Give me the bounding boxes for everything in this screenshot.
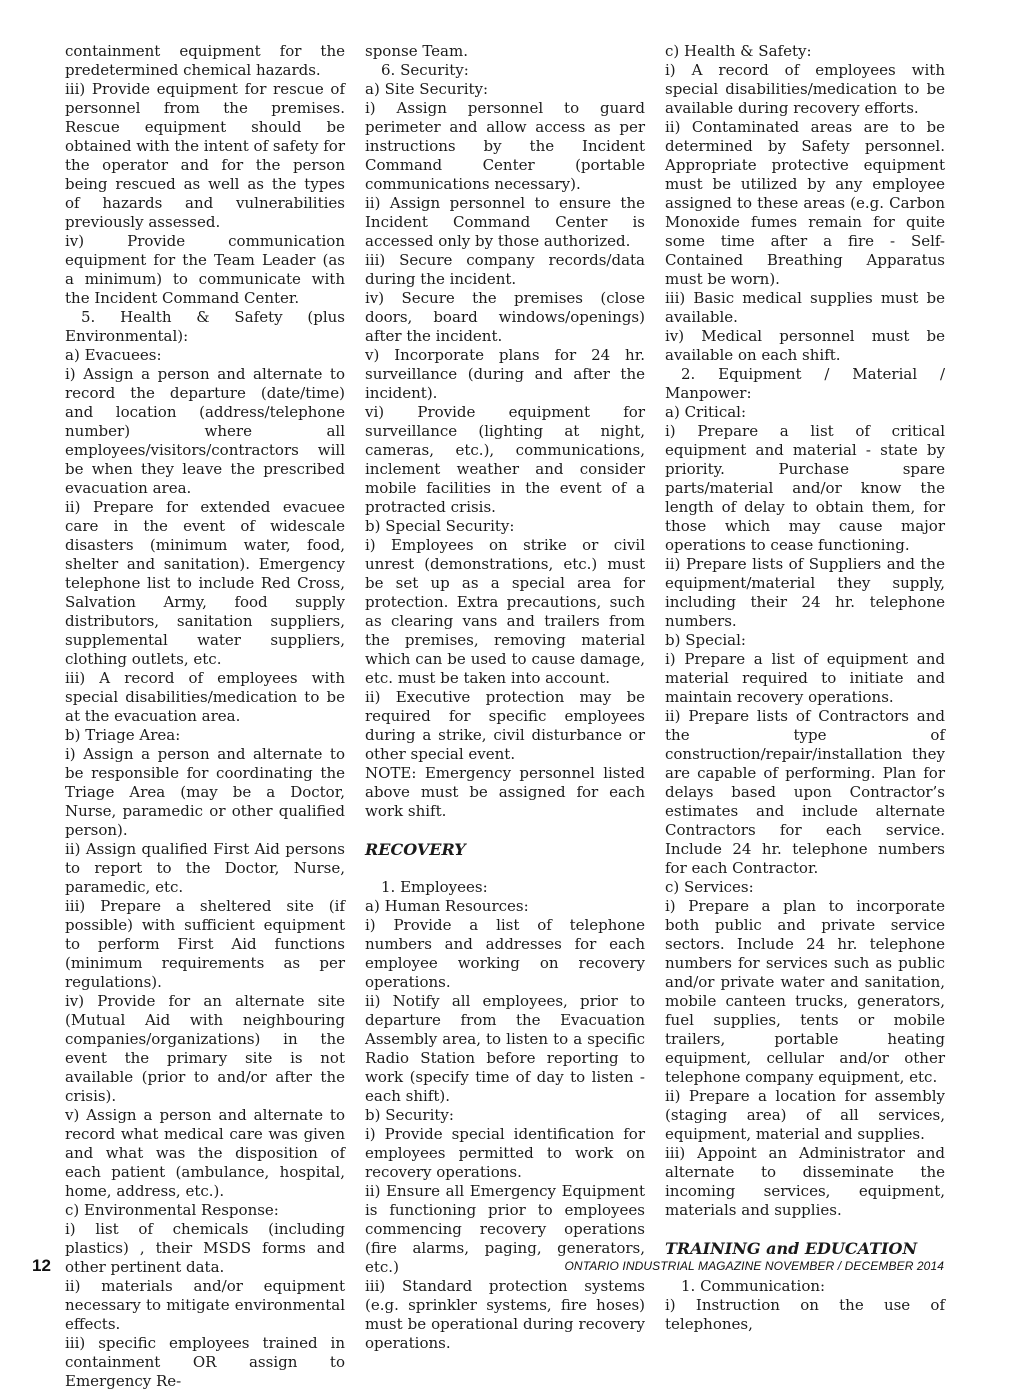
paragraph: v) Incorporate plans for 24 hr. surveillance (during and after the incident). [365, 346, 645, 402]
page-number: 12 [32, 1256, 51, 1275]
paragraph: iii) A record of employees with special disabilities/medication to be at the evacuation area. [65, 669, 345, 725]
section-heading: TRAINING and EDUCATION [665, 1239, 918, 1258]
paragraph: 1. Employees: [381, 878, 488, 896]
paragraph: iv) Medical personnel must be available on each shift. [665, 327, 945, 364]
paragraph: a) Evacuees: [65, 346, 162, 364]
paragraph: 5. Health & Safety (plus Environmental): [65, 308, 345, 345]
paragraph: vi) Provide equipment for surveillance (lighting at night, cameras, etc.), communications, inclement weather and consider mobile facilities in the event of a protracted crisis. [365, 403, 645, 516]
paragraph: i) Instruction on the use of telephones, [665, 1296, 945, 1333]
paragraph: ii) Prepare for extended evacuee care in the event of widescale disasters (minimum water, food, shelter and sanitation). Emergency telephone list to include Red Cross, Salvation Army, food supply distributors, sanitation suppliers, supplemental water suppliers, clothing outlets, etc. [65, 498, 345, 668]
paragraph: i) Prepare a list of equipment and material required to initiate and maintain recovery operations. [665, 650, 945, 706]
paragraph: i) Employees on strike or civil unrest (demonstrations, etc.) must be set up as a special area for protection. Extra precautions, such as clearing vans and trailers from the premises, removing material which can be used to cause damage, etc. must be taken into account. [365, 536, 645, 687]
paragraph: i) Provide special identification for employees permitted to work on recovery operations. [365, 1125, 645, 1181]
paragraph: b) Triage Area: [65, 726, 181, 744]
paragraph: iii) Basic medical supplies must be available. [665, 289, 945, 326]
paragraph: ii) Assign qualified First Aid persons to report to the Doctor, Nurse, paramedic, etc. [65, 840, 345, 896]
column-middle [365, 42, 645, 1353]
paragraph: c) Health & Safety: [665, 42, 812, 60]
column-right [665, 42, 945, 1334]
paragraph: iii) Appoint an Administrator and alternate to disseminate the incoming services, equipment, materials and supplies. [665, 1144, 945, 1219]
paragraph: ii) Notify all employees, prior to departure from the Evacuation Assembly area, to listen to a specific Radio Station before reporting to work (specify time of day to listen - each shift). [365, 992, 645, 1105]
paragraph: a) Site Security: [365, 80, 489, 98]
paragraph: NOTE: Emergency personnel listed above must be assigned for each work shift. [365, 764, 645, 820]
section-heading: RECOVERY [365, 840, 466, 859]
paragraph: ii) Prepare a location for assembly (staging area) of all services, equipment, material and supplies. [665, 1087, 945, 1143]
paragraph: iii) specific employees trained in containment OR assign to Emergency Re- [65, 1334, 345, 1390]
paragraph: 2. Equipment / Material / Manpower: [665, 365, 945, 402]
paragraph: i) Prepare a plan to incorporate both public and private service sectors. Include 24 hr. telephone numbers for services such as public and/or private water and sanitation, mobile canteen trucks, generators, fuel supplies, tents or mobile trailers, portable heating equipment, cellular and/or other telephone company equipment, etc. [665, 897, 945, 1086]
paragraph: iii) Secure company records/data during the incident. [365, 251, 645, 288]
paragraph: iv) Provide communication equipment for the Team Leader (as a minimum) to communicate with the Incident Command Center. [65, 232, 345, 307]
paragraph: i) Assign personnel to guard perimeter and allow access as per instructions by the Incident Command Center (portable communications necessary). [365, 99, 645, 193]
paragraph: i) Prepare a list of critical equipment and material - state by priority. Purchase spare parts/material and/or know the length of delay to obtain them, for those which may cause major operations to cease functioning. [665, 422, 945, 554]
publication-footer: ONTARIO INDUSTRIAL MAGAZINE NOVEMBER / DECEMBER 2014 [564, 1259, 944, 1273]
paragraph: i) Provide a list of telephone numbers and addresses for each employee working on recovery operations. [365, 916, 645, 991]
paragraph: ii) materials and/or equipment necessary to mitigate environmental effects. [65, 1277, 345, 1333]
paragraph: containment equipment for the predetermined chemical hazards. [65, 42, 345, 79]
paragraph: v) Assign a person and alternate to record what medical care was given and what was the disposition of each patient (ambulance, hospital, home, address, etc.). [65, 1106, 345, 1200]
paragraph: b) Security: [365, 1106, 454, 1124]
paragraph: ii) Assign personnel to ensure the Incident Command Center is accessed only by those authorized. [365, 194, 645, 250]
paragraph: 6. Security: [381, 61, 469, 79]
paragraph: b) Special: [665, 631, 746, 649]
paragraph: i) Assign a person and alternate to be responsible for coordinating the Triage Area (may be a Doctor, Nurse, paramedic or other qualified person). [65, 745, 345, 839]
paragraph: ii) Ensure all Emergency Equipment is functioning prior to employees commencing recovery operations (fire alarms, paging, generators, etc.) [365, 1182, 645, 1276]
paragraph: iv) Provide for an alternate site (Mutual Aid with neighbouring companies/organizations) in the event the primary site is not available (prior to and/or after the crisis). [65, 992, 345, 1105]
paragraph: ii) Executive protection may be required for specific employees during a strike, civil disturbance or other special event. [365, 688, 645, 763]
paragraph: ii) Contaminated areas are to be determined by Safety personnel. Appropriate protective equipment must be utilized by any employee assigned to these areas (e.g. Carbon Monoxide fumes remain for quite some time after a fire - Self-Contained Breathing Apparatus must be worn). [665, 118, 945, 288]
paragraph: a) Human Resources: [365, 897, 529, 915]
paragraph: i) A record of employees with special disabilities/medication to be available during recovery efforts. [665, 61, 945, 117]
paragraph: ii) Prepare lists of Suppliers and the equipment/material they supply, including their 24 hr. telephone numbers. [665, 555, 945, 630]
paragraph: i) Assign a person and alternate to record the departure (date/time) and location (address/telephone number) where all employees/visitors/contractors will be when they leave the prescribed evacuation area. [65, 365, 345, 497]
paragraph: sponse Team. [365, 42, 468, 60]
paragraph: iv) Secure the premises (close doors, board windows/openings) after the incident. [365, 289, 645, 345]
paragraph: c) Environmental Response: [65, 1201, 279, 1219]
paragraph: a) Critical: [665, 403, 747, 421]
paragraph: iii) Standard protection systems (e.g. sprinkler systems, fire hoses) must be operational during recovery operations. [365, 1277, 645, 1352]
paragraph: 1. Communication: [681, 1277, 826, 1295]
paragraph: iii) Prepare a sheltered site (if possible) with sufficient equipment to perform First Aid functions (minimum requirements as per regulations). [65, 897, 345, 991]
paragraph: b) Special Security: [365, 517, 515, 535]
column-left [65, 42, 345, 1391]
paragraph: i) list of chemicals (including plastics) , their MSDS forms and other pertinent data. [65, 1220, 345, 1276]
paragraph: iii) Provide equipment for rescue of personnel from the premises. Rescue equipment should be obtained with the intent of safety for the operator and for the person being rescued as well as the types of hazards and vulnerabilities previously assessed. [65, 80, 345, 231]
paragraph: c) Services: [665, 878, 754, 896]
paragraph: ii) Prepare lists of Contractors and the type of construction/repair/installation they are capable of performing. Plan for delays based upon Contractor’s estimates and include alternate Contractors for each service. Include 24 hr. telephone numbers for each Contractor. [665, 707, 945, 877]
